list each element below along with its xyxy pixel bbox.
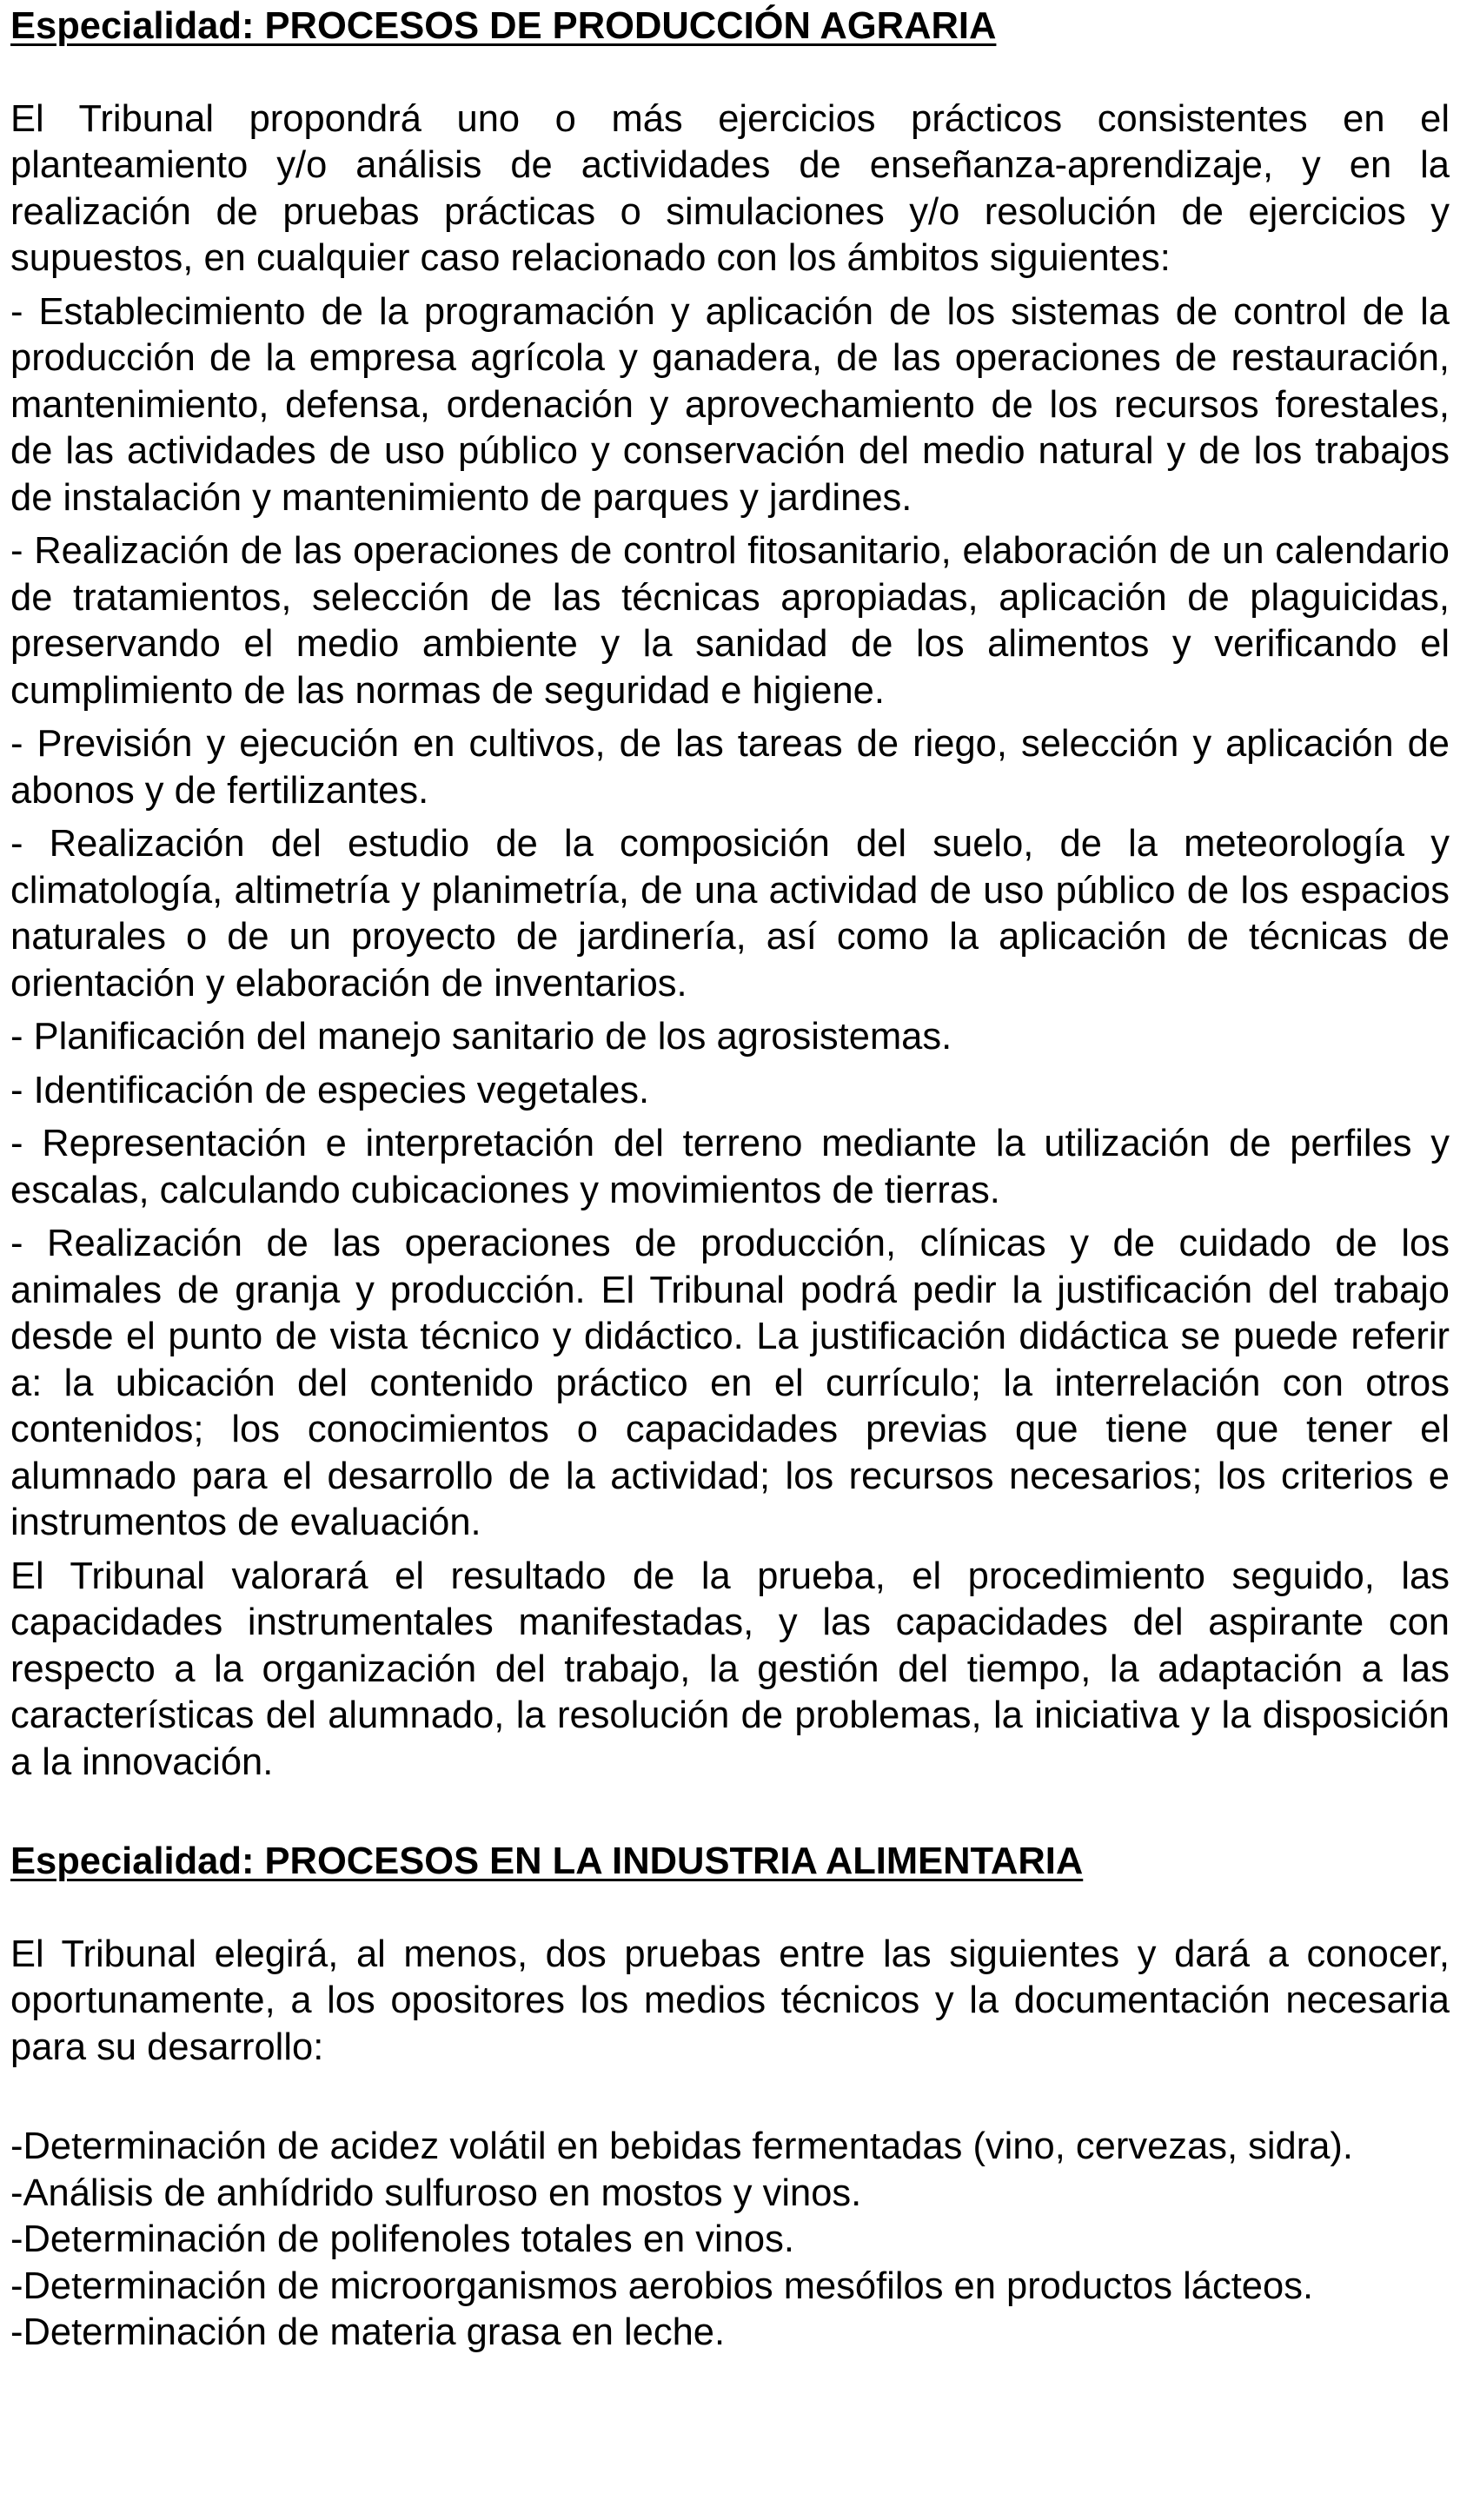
list-item: -Análisis de anhídrido sulfuroso en mostos y vinos.: [10, 2172, 862, 2214]
document-page: [10, 3, 1450, 2357]
spacer: [10, 1793, 1450, 1839]
analysis-list: [10, 2124, 1450, 2357]
list-item: -Determinación de acidez volátil en bebidas fermentadas (vino, cervezas, sidra).: [10, 2125, 1353, 2167]
section1-item-3: - Previsión y ejecución en cultivos, de las tareas de riego, selección y aplicación de abonos y de fertilizantes.: [10, 723, 1450, 812]
section1-item-2: - Realización de las operaciones de control fitosanitario, elaboración de un calendario de tratamientos, selección de las técnicas apropiadas, aplicación de plaguicidas, preservando el medio ambiente y la sanidad de los alimentos y verificando el cumplimiento de las normas de seguridad e higiene.: [10, 530, 1450, 712]
section1-closing: El Tribunal valorará el resultado de la prueba, el procedimiento seguido, las capacidades instrumentales manifestadas, y las capacidades del aspirante con respecto a la organización del trabajo, la gestión del tiempo, la adaptación a las características del alumnado, la resolución de problemas, la iniciativa y la disposición a la innovación.: [10, 1555, 1450, 1783]
spacer: [10, 50, 1450, 96]
list-item: -Determinación de polifenoles totales en vinos.: [10, 2218, 794, 2260]
section1-item-8: - Realización de las operaciones de producción, clínicas y de cuidado de los animales de granja y producción. El Tribunal podrá pedir la justificación del trabajo desde el punto de vista técnico y didáctico. La justificación didáctica se puede referir a: la ubicación del contenido práctico en el currículo; la interrelación con otros contenidos; los conocimientos o capacidades previas que tiene que tener el alumnado para el desarrollo de la actividad; los recursos necesarios; los criterios e instrumentos de evaluación.: [10, 1223, 1450, 1543]
section2-intro: El Tribunal elegirá, al menos, dos pruebas entre las siguientes y dará a conocer, oportunamente, a los opositores los medios técnicos y la documentación necesaria para su desarrollo:: [10, 1933, 1450, 2068]
section1-item-1: - Establecimiento de la programación y aplicación de los sistemas de control de la producción de la empresa agrícola y ganadera, de las operaciones de restauración, mantenimiento, defensa, ordenación y aprovechamiento de los recursos forestales, de las actividades de uso público y conservación del medio natural y de los trabajos de instalación y mantenimiento de parques y jardines.: [10, 290, 1450, 519]
list-item: -Determinación de materia grasa en leche.: [10, 2311, 726, 2353]
section1-item-7: - Representación e interpretación del terreno mediante la utilización de perfiles y escalas, calculando cubicaciones y movimientos de tierras.: [10, 1123, 1450, 1211]
section-heading-industria-alimentaria: Especialidad: PROCESOS EN LA INDUSTRIA ALIMENTARIA: [10, 1840, 1084, 1882]
section1-item-4: - Realización del estudio de la composición del suelo, de la meteorología y climatología, altimetría y planimetría, de una actividad de uso público de los espacios naturales o de un proyecto de jardinería, así como la aplicación de técnicas de orientación y elaboración de inventarios.: [10, 823, 1450, 1005]
spacer: [10, 1886, 1450, 1932]
spacer: [10, 2078, 1450, 2124]
section1-item-6: - Identificación de especies vegetales.: [10, 1069, 650, 1111]
section-heading-produccion-agraria: Especialidad: PROCESOS DE PRODUCCIÓN AGRARIA: [10, 5, 997, 47]
section1-intro: El Tribunal propondrá uno o más ejercicios prácticos consistentes en el planteamiento y/o análisis de actividades de enseñanza-aprendizaje, y en la realización de pruebas prácticas o simulaciones y/o resolución de ejercicios y supuestos, en cualquier caso relacionado con los ámbitos siguientes:: [10, 97, 1450, 279]
section1-item-5: - Planificación del manejo sanitario de los agrosistemas.: [10, 1016, 952, 1058]
list-item: -Determinación de microorganismos aerobios mesófilos en productos lácteos.: [10, 2265, 1314, 2307]
